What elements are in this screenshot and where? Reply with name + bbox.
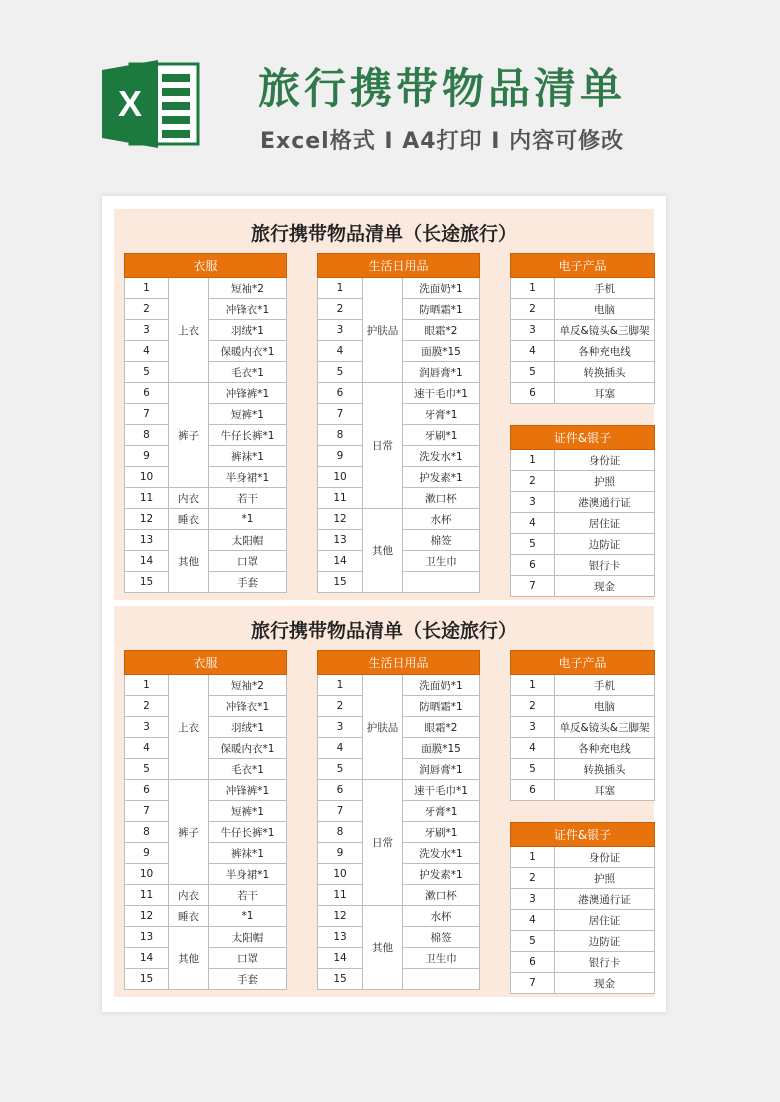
item-cell[interactable]: 手机	[555, 278, 655, 299]
item-cell[interactable]: 护发素*1	[403, 864, 480, 885]
row-number: 6	[511, 555, 555, 576]
row-number: 14	[125, 948, 169, 969]
group-label: 日常	[363, 780, 403, 906]
row-number: 5	[511, 931, 555, 952]
table-row	[511, 320, 655, 341]
row-number: 3	[511, 889, 555, 910]
item-cell[interactable]: *1	[209, 509, 287, 530]
item-cell[interactable]: 边防证	[555, 534, 655, 555]
row-number: 1	[125, 278, 169, 299]
table-header-row	[511, 823, 655, 847]
item-cell[interactable]: 润唇膏*1	[403, 759, 480, 780]
row-number: 4	[318, 341, 363, 362]
row-number: 11	[125, 488, 169, 509]
excel-logo-icon	[100, 58, 202, 150]
table-header-row	[318, 651, 480, 675]
item-cell[interactable]: 牛仔长裤*1	[209, 425, 287, 446]
item-cell[interactable]: 边防证	[555, 931, 655, 952]
row-number: 15	[125, 969, 169, 990]
row-number: 4	[511, 738, 555, 759]
group-label: 其他	[363, 509, 403, 593]
category-header: 证件&银子	[511, 823, 655, 847]
row-number: 6	[318, 383, 363, 404]
item-cell[interactable]: 太阳帽	[209, 530, 287, 551]
row-number: 2	[511, 696, 555, 717]
row-number: 12	[318, 509, 363, 530]
row-number: 8	[125, 425, 169, 446]
item-cell[interactable]: 护照	[555, 471, 655, 492]
table-row	[511, 341, 655, 362]
group-label: 睡衣	[169, 906, 209, 927]
page-title: 旅行携带物品清单	[258, 64, 627, 113]
category-table	[317, 650, 480, 990]
table-row	[511, 362, 655, 383]
row-number: 9	[318, 446, 363, 467]
group-label: 裤子	[169, 780, 209, 885]
row-number: 15	[318, 969, 363, 990]
item-cell[interactable]: 半身裙*1	[209, 864, 287, 885]
category-header: 衣服	[125, 651, 287, 675]
row-number: 7	[125, 404, 169, 425]
group-label: 护肤品	[363, 675, 403, 780]
row-number: 5	[511, 534, 555, 555]
sheet-title: 旅行携带物品清单（长途旅行）	[250, 223, 517, 245]
row-number: 4	[125, 738, 169, 759]
item-cell[interactable]: 耳塞	[555, 383, 655, 404]
group-label: 内衣	[169, 885, 209, 906]
item-cell[interactable]: 水杯	[403, 509, 480, 530]
sheet	[114, 209, 654, 600]
row-number: 14	[318, 551, 363, 572]
row-number: 5	[318, 362, 363, 383]
item-cell[interactable]: 洗面奶*1	[403, 278, 480, 299]
item-cell[interactable]: 洗发水*1	[403, 843, 480, 864]
item-cell[interactable]: 水杯	[403, 906, 480, 927]
row-number: 3	[318, 717, 363, 738]
item-cell[interactable]: 羽绒*1	[209, 320, 287, 341]
group-label: 其他	[169, 530, 209, 593]
item-cell[interactable]: 现金	[555, 973, 655, 994]
item-cell[interactable]: 单反&镜头&三脚架	[555, 320, 655, 341]
row-number: 13	[125, 927, 169, 948]
row-number: 1	[511, 847, 555, 868]
row-number: 7	[511, 973, 555, 994]
table-row	[318, 906, 480, 927]
item-cell[interactable]: 卫生巾	[403, 948, 480, 969]
item-cell[interactable]: 漱口杯	[403, 488, 480, 509]
table-row	[125, 488, 287, 509]
item-cell[interactable]: 保暖内衣*1	[209, 738, 287, 759]
row-number: 12	[125, 509, 169, 530]
category-header: 生活日用品	[318, 651, 480, 675]
item-cell[interactable]: 牙刷*1	[403, 425, 480, 446]
item-cell[interactable]: 港澳通行证	[555, 889, 655, 910]
table-row	[511, 910, 655, 931]
item-cell[interactable]: 手套	[209, 572, 287, 593]
table-row	[318, 278, 480, 299]
item-cell[interactable]: 羽绒*1	[209, 717, 287, 738]
row-number: 7	[318, 801, 363, 822]
table-header-row	[125, 254, 287, 278]
row-number: 5	[125, 759, 169, 780]
row-number: 15	[125, 572, 169, 593]
row-number: 7	[125, 801, 169, 822]
table-row	[125, 278, 287, 299]
row-number: 11	[318, 885, 363, 906]
item-cell[interactable]: 防晒霜*1	[403, 299, 480, 320]
item-cell[interactable]: 牛仔长裤*1	[209, 822, 287, 843]
table-header-row	[511, 651, 655, 675]
table-row	[511, 576, 655, 597]
row-number: 2	[125, 299, 169, 320]
table-row	[318, 780, 480, 801]
row-number: 1	[318, 278, 363, 299]
group-label: 内衣	[169, 488, 209, 509]
table-row	[125, 509, 287, 530]
item-cell[interactable]: 牙刷*1	[403, 822, 480, 843]
row-number: 10	[125, 467, 169, 488]
table-row	[511, 278, 655, 299]
item-cell[interactable]: 口罩	[209, 551, 287, 572]
row-number: 4	[511, 513, 555, 534]
row-number: 4	[318, 738, 363, 759]
item-cell[interactable]: 居住证	[555, 910, 655, 931]
logo-letter: X	[117, 83, 143, 124]
item-cell[interactable]: 银行卡	[555, 952, 655, 973]
item-cell[interactable]: 若干	[209, 488, 287, 509]
item-cell[interactable]: *1	[209, 906, 287, 927]
item-cell[interactable]: 眼霜*2	[403, 320, 480, 341]
row-number: 10	[318, 467, 363, 488]
item-cell[interactable]: 速干毛巾*1	[403, 383, 480, 404]
item-cell[interactable]: 冲锋裤*1	[209, 383, 287, 404]
item-cell[interactable]: 银行卡	[555, 555, 655, 576]
item-cell[interactable]: 面膜*15	[403, 341, 480, 362]
item-cell[interactable]: 电脑	[555, 299, 655, 320]
item-cell[interactable]: 短裤*1	[209, 801, 287, 822]
group-label: 裤子	[169, 383, 209, 488]
item-cell[interactable]: 速干毛巾*1	[403, 780, 480, 801]
row-number: 3	[125, 717, 169, 738]
row-number: 5	[511, 362, 555, 383]
row-number: 2	[318, 299, 363, 320]
page-header	[0, 0, 780, 190]
table-row	[511, 299, 655, 320]
category-table	[124, 253, 287, 593]
category-header: 生活日用品	[318, 254, 480, 278]
table-row	[511, 471, 655, 492]
row-number: 1	[511, 675, 555, 696]
table-row	[511, 889, 655, 910]
item-cell[interactable]	[403, 969, 480, 990]
row-number: 3	[511, 320, 555, 341]
table-row	[511, 383, 655, 404]
row-number: 13	[125, 530, 169, 551]
row-number: 8	[125, 822, 169, 843]
row-number: 6	[511, 952, 555, 973]
category-header: 衣服	[125, 254, 287, 278]
group-label: 护肤品	[363, 278, 403, 383]
item-cell[interactable]: 洗发水*1	[403, 446, 480, 467]
item-cell[interactable]: 护照	[555, 868, 655, 889]
item-cell[interactable]: 各种充电线	[555, 738, 655, 759]
row-number: 4	[511, 341, 555, 362]
item-cell[interactable]: 裤袜*1	[209, 446, 287, 467]
row-number: 14	[125, 551, 169, 572]
item-cell[interactable]: 漱口杯	[403, 885, 480, 906]
row-number: 2	[125, 696, 169, 717]
item-cell[interactable]: 太阳帽	[209, 927, 287, 948]
item-cell[interactable]: 短袖*2	[209, 278, 287, 299]
row-number: 5	[511, 759, 555, 780]
category-header: 电子产品	[511, 254, 655, 278]
table-row	[125, 530, 287, 551]
table-row	[511, 759, 655, 780]
group-label: 其他	[169, 927, 209, 990]
table-row	[318, 383, 480, 404]
item-cell[interactable]: 口罩	[209, 948, 287, 969]
row-number: 1	[511, 278, 555, 299]
paper	[102, 196, 666, 1012]
row-number: 2	[511, 471, 555, 492]
category-table	[510, 650, 655, 801]
table-row	[511, 534, 655, 555]
table-row	[125, 885, 287, 906]
item-cell[interactable]: 棉签	[403, 927, 480, 948]
table-row	[511, 973, 655, 994]
row-number: 7	[511, 576, 555, 597]
item-cell[interactable]: 洗面奶*1	[403, 675, 480, 696]
item-cell[interactable]: 转换插头	[555, 362, 655, 383]
row-number: 1	[125, 675, 169, 696]
item-cell[interactable]: 冲锋衣*1	[209, 299, 287, 320]
item-cell[interactable]: 短袖*2	[209, 675, 287, 696]
row-number: 10	[318, 864, 363, 885]
row-number: 1	[318, 675, 363, 696]
row-number: 10	[125, 864, 169, 885]
row-number: 4	[511, 910, 555, 931]
row-number: 1	[511, 450, 555, 471]
category-table	[124, 650, 287, 990]
group-label: 上衣	[169, 675, 209, 780]
item-cell[interactable]: 半身裙*1	[209, 467, 287, 488]
item-cell[interactable]: 护发素*1	[403, 467, 480, 488]
table-row	[511, 952, 655, 973]
item-cell[interactable]: 转换插头	[555, 759, 655, 780]
item-cell[interactable]: 耳塞	[555, 780, 655, 801]
item-cell[interactable]	[403, 572, 480, 593]
row-number: 3	[125, 320, 169, 341]
table-header-row	[511, 426, 655, 450]
row-number: 12	[125, 906, 169, 927]
table-row	[125, 780, 287, 801]
category-header: 证件&银子	[511, 426, 655, 450]
row-number: 3	[511, 492, 555, 513]
table-row	[125, 906, 287, 927]
table-row	[511, 450, 655, 471]
item-cell[interactable]: 毛衣*1	[209, 362, 287, 383]
category-table	[317, 253, 480, 593]
item-cell[interactable]: 单反&镜头&三脚架	[555, 717, 655, 738]
table-row	[318, 509, 480, 530]
row-number: 13	[318, 927, 363, 948]
row-number: 9	[125, 843, 169, 864]
page-subtitle: Excel格式 I A4打印 I 内容可修改	[260, 129, 625, 154]
row-number: 3	[318, 320, 363, 341]
table-row	[511, 675, 655, 696]
row-number: 6	[511, 383, 555, 404]
group-label: 睡衣	[169, 509, 209, 530]
row-number: 13	[318, 530, 363, 551]
item-cell[interactable]: 防晒霜*1	[403, 696, 480, 717]
table-row	[511, 492, 655, 513]
row-number: 5	[125, 362, 169, 383]
item-cell[interactable]: 身份证	[555, 450, 655, 471]
item-cell[interactable]: 棉签	[403, 530, 480, 551]
category-table	[510, 253, 655, 404]
row-number: 9	[125, 446, 169, 467]
table-header-row	[125, 651, 287, 675]
group-label: 其他	[363, 906, 403, 990]
item-cell[interactable]: 居住证	[555, 513, 655, 534]
item-cell[interactable]: 港澳通行证	[555, 492, 655, 513]
row-number: 2	[318, 696, 363, 717]
row-number: 7	[318, 404, 363, 425]
row-number: 3	[511, 717, 555, 738]
table-row	[125, 383, 287, 404]
row-number: 2	[511, 299, 555, 320]
table-row	[511, 868, 655, 889]
table-header-row	[318, 254, 480, 278]
row-number: 6	[125, 780, 169, 801]
table-row	[125, 675, 287, 696]
row-number: 6	[125, 383, 169, 404]
table-row	[511, 717, 655, 738]
sheet-title: 旅行携带物品清单（长途旅行）	[250, 620, 517, 642]
item-cell[interactable]: 手套	[209, 969, 287, 990]
item-cell[interactable]: 若干	[209, 885, 287, 906]
table-row	[511, 696, 655, 717]
table-row	[511, 931, 655, 952]
item-cell[interactable]: 各种充电线	[555, 341, 655, 362]
row-number: 6	[318, 780, 363, 801]
table-row	[511, 555, 655, 576]
row-number: 4	[125, 341, 169, 362]
item-cell[interactable]: 保暖内衣*1	[209, 341, 287, 362]
row-number: 11	[318, 488, 363, 509]
item-cell[interactable]: 眼霜*2	[403, 717, 480, 738]
row-number: 8	[318, 822, 363, 843]
row-number: 15	[318, 572, 363, 593]
row-number: 14	[318, 948, 363, 969]
table-row	[318, 675, 480, 696]
category-header: 电子产品	[511, 651, 655, 675]
sheet	[114, 606, 654, 997]
table-row	[511, 738, 655, 759]
group-label: 日常	[363, 383, 403, 509]
row-number: 9	[318, 843, 363, 864]
row-number: 12	[318, 906, 363, 927]
row-number: 5	[318, 759, 363, 780]
item-cell[interactable]: 牙膏*1	[403, 801, 480, 822]
item-cell[interactable]: 面膜*15	[403, 738, 480, 759]
item-cell[interactable]: 润唇膏*1	[403, 362, 480, 383]
category-table	[510, 425, 655, 597]
item-cell[interactable]: 裤袜*1	[209, 843, 287, 864]
item-cell[interactable]: 牙膏*1	[403, 404, 480, 425]
item-cell[interactable]: 冲锋裤*1	[209, 780, 287, 801]
row-number: 6	[511, 780, 555, 801]
item-cell[interactable]: 卫生巾	[403, 551, 480, 572]
item-cell[interactable]: 短裤*1	[209, 404, 287, 425]
item-cell[interactable]: 电脑	[555, 696, 655, 717]
item-cell[interactable]: 手机	[555, 675, 655, 696]
row-number: 8	[318, 425, 363, 446]
table-row	[511, 513, 655, 534]
row-number: 2	[511, 868, 555, 889]
row-number: 11	[125, 885, 169, 906]
item-cell[interactable]: 冲锋衣*1	[209, 696, 287, 717]
item-cell[interactable]: 毛衣*1	[209, 759, 287, 780]
table-row	[125, 927, 287, 948]
table-header-row	[511, 254, 655, 278]
group-label: 上衣	[169, 278, 209, 383]
item-cell[interactable]: 现金	[555, 576, 655, 597]
table-row	[511, 780, 655, 801]
table-row	[511, 847, 655, 868]
item-cell[interactable]: 身份证	[555, 847, 655, 868]
category-table	[510, 822, 655, 994]
